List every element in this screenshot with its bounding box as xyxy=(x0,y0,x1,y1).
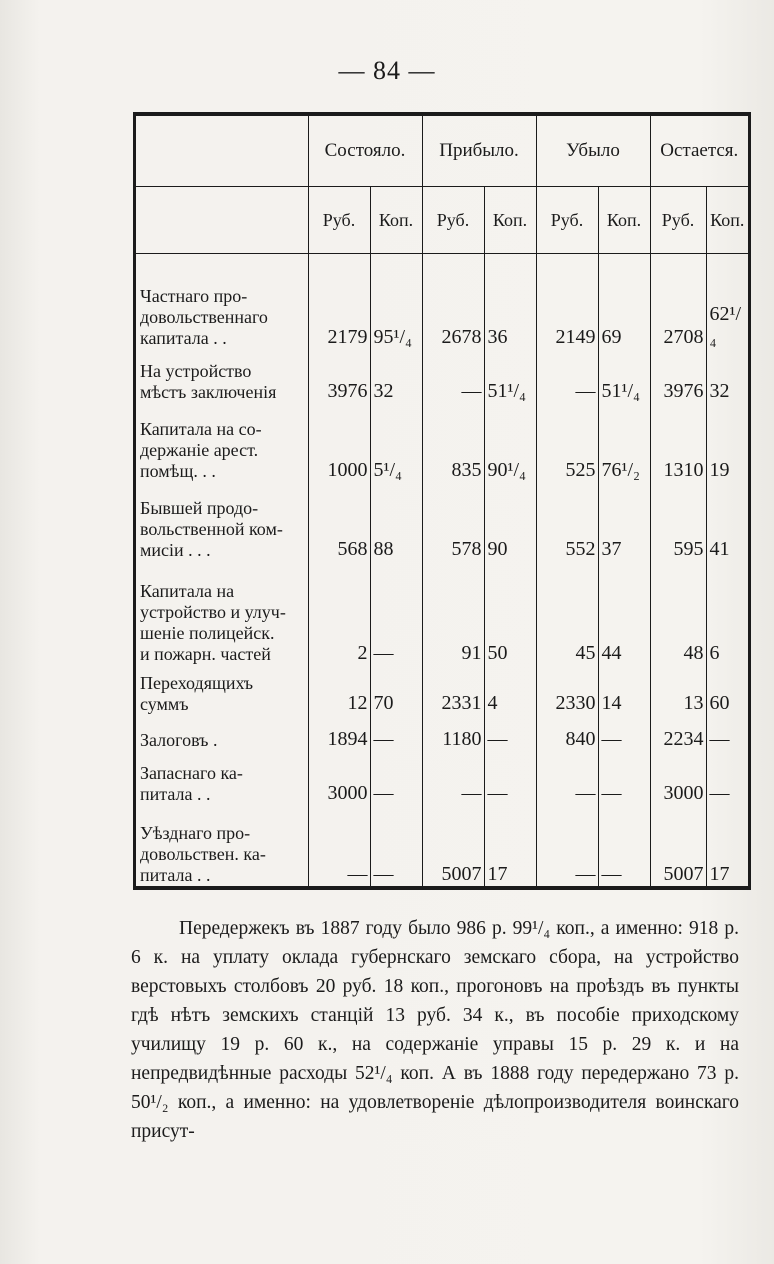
table-row xyxy=(136,715,748,750)
cell-rub: — xyxy=(536,805,598,886)
cell-kop: — xyxy=(598,751,650,805)
cell-rub: 1000 xyxy=(308,403,370,482)
cell-rub: 2179 xyxy=(308,254,370,350)
table-row xyxy=(136,403,748,482)
cell-rub: 3976 xyxy=(650,349,706,403)
subheader-kop: Коп. xyxy=(598,187,650,254)
corner-cell xyxy=(136,116,308,187)
cell-kop: 14 xyxy=(598,665,650,715)
cell-kop: 5¹/₄ xyxy=(370,403,422,482)
cell-rub: 2 xyxy=(308,561,370,665)
cell-kop: 88 xyxy=(370,482,422,561)
row-label: Бывшей продо- вольственной ком- мисіи . . . xyxy=(140,498,283,561)
table-row xyxy=(136,751,748,805)
row-label: Переходящихъ суммъ xyxy=(140,673,254,715)
cell-rub: 5007 xyxy=(422,805,484,886)
body-paragraph xyxy=(131,914,739,1146)
table-row xyxy=(136,349,748,403)
subheader-kop: Коп. xyxy=(706,187,748,254)
cell-rub: 3000 xyxy=(308,751,370,805)
table-row xyxy=(136,805,748,886)
cell-kop: — xyxy=(484,715,536,750)
cell-kop: — xyxy=(370,561,422,665)
cell-kop: 70 xyxy=(370,665,422,715)
cell-kop: 51¹/₄ xyxy=(484,349,536,403)
cell-rub: 595 xyxy=(650,482,706,561)
cell-kop: 17 xyxy=(706,805,748,886)
cell-rub: 91 xyxy=(422,561,484,665)
group-header: Остается. xyxy=(650,116,748,187)
cell-rub: 2330 xyxy=(536,665,598,715)
cell-rub: 2708 xyxy=(650,254,706,350)
cell-rub: 13 xyxy=(650,665,706,715)
subheader-rub: Руб. xyxy=(308,187,370,254)
cell-kop: 17 xyxy=(484,805,536,886)
page-number: — 84 — xyxy=(338,56,436,85)
cell-kop: — xyxy=(706,715,748,750)
subheader-kop: Коп. xyxy=(370,187,422,254)
row-label: На устройство мѣстъ заключенія xyxy=(140,361,277,403)
cell-kop: 76¹/₂ xyxy=(598,403,650,482)
cell-rub: 840 xyxy=(536,715,598,750)
row-label: Залоговъ . xyxy=(140,729,218,750)
subheader-kop: Коп. xyxy=(484,187,536,254)
row-label: Капитала на устройство и улуч- шеніе полицейск. и пожарн. частей xyxy=(140,581,286,665)
subheader-rub: Руб. xyxy=(422,187,484,254)
row-label: Капитала на со- держаніе арест. помѣщ. . . xyxy=(140,419,262,482)
cell-kop: 4 xyxy=(484,665,536,715)
table-row xyxy=(136,561,748,665)
cell-kop: 36 xyxy=(484,254,536,350)
cell-rub: 3000 xyxy=(650,751,706,805)
cell-kop: — xyxy=(706,751,748,805)
cell-rub: 48 xyxy=(650,561,706,665)
cell-kop: 32 xyxy=(370,349,422,403)
table-row xyxy=(136,665,748,715)
cell-rub: 835 xyxy=(422,403,484,482)
cell-kop: 6 xyxy=(706,561,748,665)
corner-cell xyxy=(136,187,308,254)
cell-kop: — xyxy=(484,751,536,805)
cell-rub: 578 xyxy=(422,482,484,561)
cell-rub: 552 xyxy=(536,482,598,561)
cell-kop: — xyxy=(598,805,650,886)
cell-rub: 2678 xyxy=(422,254,484,350)
cell-rub: 2149 xyxy=(536,254,598,350)
cell-kop: 32 xyxy=(706,349,748,403)
cell-kop: 90 xyxy=(484,482,536,561)
cell-kop: 60 xyxy=(706,665,748,715)
cell-kop: 90¹/₄ xyxy=(484,403,536,482)
cell-rub: 12 xyxy=(308,665,370,715)
paragraph-text: Передержекъ въ 1887 году было 986 р. 99¹/₄ коп., а именно: 918 р. 6 к. на уплату оклада губернскаго земскаго сбора, на устройство верстовыхъ столбовъ 20 руб. 18 коп., прогоновъ на проѣздъ въ пункты гдѣ нѣтъ земскихъ станцій 13 руб. 34 к., въ пособіе приходскому училищу 19 р. 60 к., на содержаніе управы 15 р. 29 к. и на непредвидѣнные расходы 52¹/₄ коп. А въ 1888 году передержано 73 р. 50¹/₂ коп., а именно: на удовлетвореніе дѣлопроизводителя воинскаго присут- xyxy=(131,918,739,1142)
cell-kop: — xyxy=(370,805,422,886)
cell-rub: 1180 xyxy=(422,715,484,750)
cell-kop: 95¹/₄ xyxy=(370,254,422,350)
cell-kop: 69 xyxy=(598,254,650,350)
cell-rub: 45 xyxy=(536,561,598,665)
subheader-rub: Руб. xyxy=(650,187,706,254)
cell-rub: 1894 xyxy=(308,715,370,750)
capital-table xyxy=(133,112,751,890)
group-header: Состояло. xyxy=(308,116,422,187)
cell-kop: 50 xyxy=(484,561,536,665)
cell-kop: — xyxy=(370,715,422,750)
cell-rub: 1310 xyxy=(650,403,706,482)
cell-rub: 5007 xyxy=(650,805,706,886)
table-row xyxy=(136,254,748,350)
cell-kop: 62¹/₄ xyxy=(706,254,748,350)
cell-rub: 568 xyxy=(308,482,370,561)
table-row xyxy=(136,482,748,561)
cell-rub: — xyxy=(308,805,370,886)
cell-rub: 3976 xyxy=(308,349,370,403)
group-header: Убыло xyxy=(536,116,650,187)
cell-kop: — xyxy=(598,715,650,750)
cell-rub: — xyxy=(536,751,598,805)
cell-kop: — xyxy=(370,751,422,805)
cell-kop: 19 xyxy=(706,403,748,482)
cell-kop: 37 xyxy=(598,482,650,561)
row-label: Частнаго про- довольственнаго капитала . . xyxy=(140,286,268,349)
subheader-rub: Руб. xyxy=(536,187,598,254)
group-header: Прибыло. xyxy=(422,116,536,187)
cell-kop: 51¹/₄ xyxy=(598,349,650,403)
cell-rub: 525 xyxy=(536,403,598,482)
row-label: Запаснаго ка- питала . . xyxy=(140,762,243,804)
cell-rub: 2331 xyxy=(422,665,484,715)
cell-rub: — xyxy=(422,349,484,403)
cell-rub: 2234 xyxy=(650,715,706,750)
cell-kop: 44 xyxy=(598,561,650,665)
row-label: Уѣзднаго про- довольствен. ка- питала . . xyxy=(140,823,266,885)
cell-kop: 41 xyxy=(706,482,748,561)
cell-rub: — xyxy=(536,349,598,403)
cell-rub: — xyxy=(422,751,484,805)
